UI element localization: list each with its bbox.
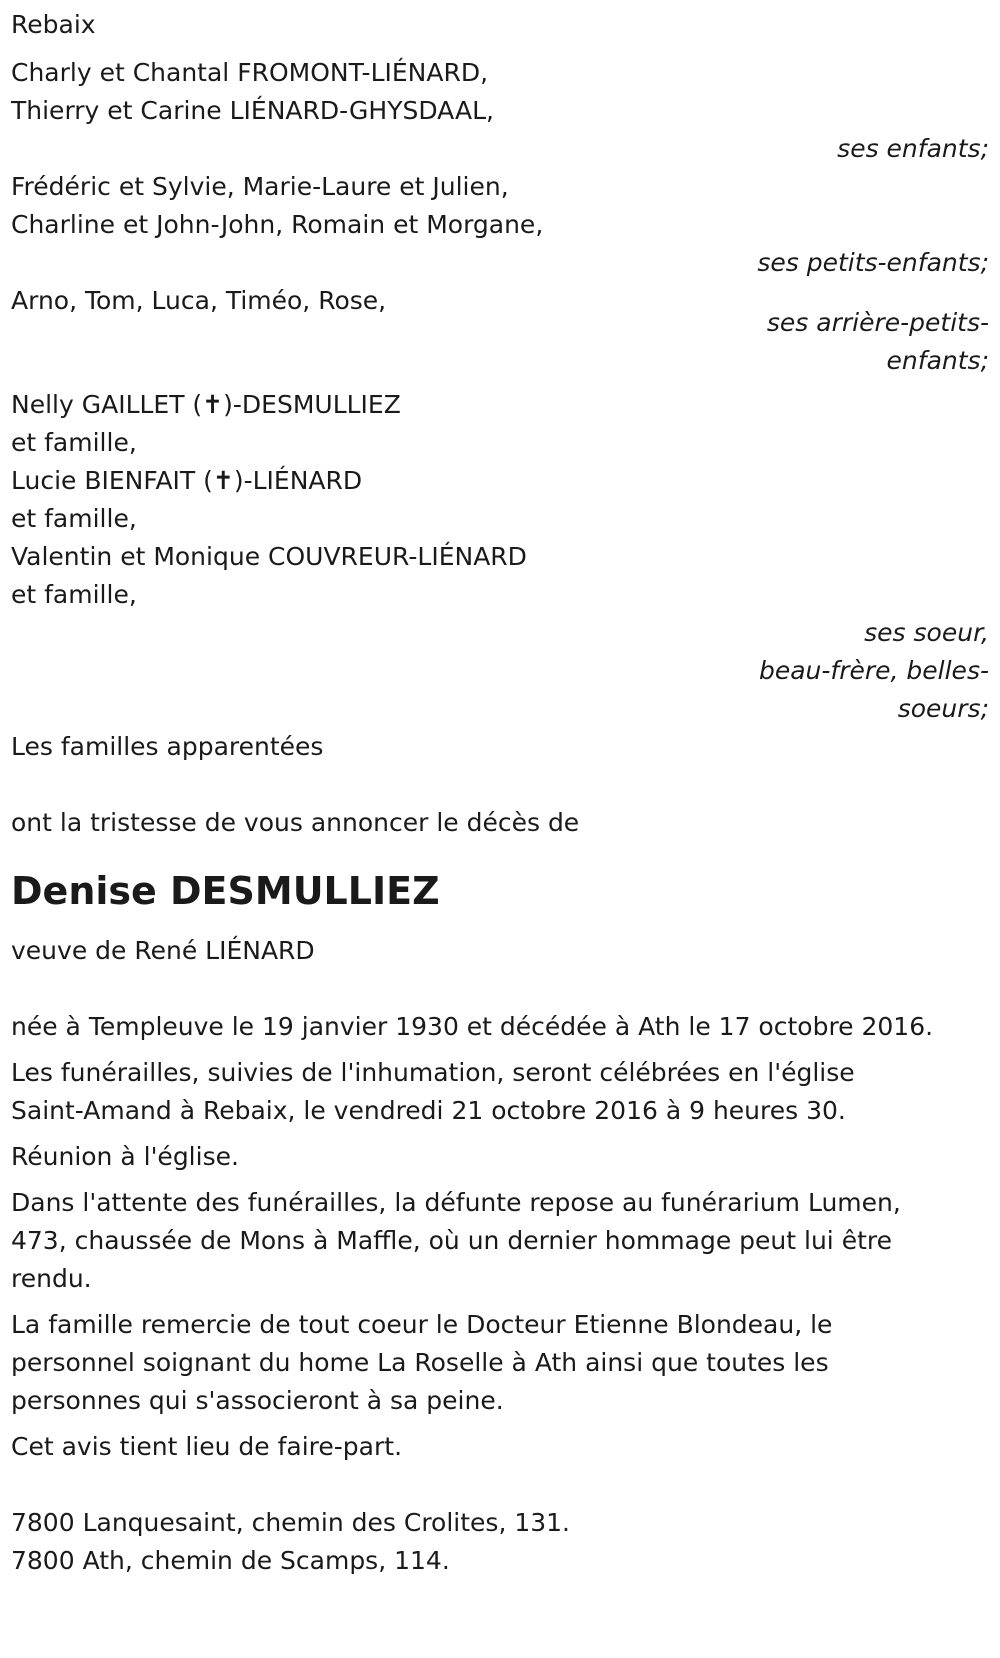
grandchildren-line: Frédéric et Sylvie, Marie-Laure et Julien, <box>11 172 509 201</box>
siblings-block <box>11 386 989 728</box>
address-line: 7800 Ath, chemin de Scamps, 114. <box>11 1546 450 1575</box>
thanks-line: La famille remercie de tout coeur le Docteur Etienne Blondeau, le <box>11 1310 833 1339</box>
funeral-line: Les funérailles, suivies de l'inhumation, seront célébrées en l'église <box>11 1058 855 1087</box>
notice: Cet avis tient lieu de faire-part. <box>11 1432 403 1461</box>
widow-of: veuve de René LIÉNARD <box>11 936 315 965</box>
address-line: 7800 Lanquesaint, chemin des Crolites, 131. <box>11 1508 571 1537</box>
grandchildren-block <box>11 168 989 282</box>
children-role: ses enfants; <box>837 134 989 163</box>
grandchildren-line: Charline et John-John, Romain et Morgane, <box>11 210 544 239</box>
thanks-paragraph <box>11 1306 989 1420</box>
announcement: ont la tristesse de vous annoncer le décès de <box>11 808 580 837</box>
town: Rebaix <box>11 10 96 39</box>
grandchildren-role: ses petits-enfants; <box>757 248 989 277</box>
siblings-role: soeurs; <box>897 694 989 723</box>
sibling-line: et famille, <box>11 428 137 457</box>
thanks-line: personnes qui s'associeront à sa peine. <box>11 1386 504 1415</box>
sibling-line: Valentin et Monique COUVREUR-LIÉNARD <box>11 542 527 571</box>
obituary-notice <box>11 0 989 1580</box>
repose-line: Dans l'attente des funérailles, la défunte repose au funérarium Lumen, <box>11 1188 901 1217</box>
great-grandchildren-role: ses arrière-petits- <box>766 308 989 337</box>
siblings-role: beau-frère, belles- <box>758 656 989 685</box>
repose-paragraph <box>11 1184 989 1298</box>
addresses <box>11 1504 989 1580</box>
deceased-name: Denise DESMULLIEZ <box>11 869 440 913</box>
sibling-line: Lucie BIENFAIT (✝)-LIÉNARD <box>11 466 363 495</box>
related-families: Les familles apparentées <box>11 732 324 761</box>
children-block <box>11 54 989 168</box>
funeral-line: Saint-Amand à Rebaix, le vendredi 21 octobre 2016 à 9 heures 30. <box>11 1096 846 1125</box>
siblings-role: ses soeur, <box>864 618 989 647</box>
great-grandchildren-block <box>11 282 989 380</box>
sibling-line: et famille, <box>11 504 137 533</box>
children-line: Charly et Chantal FROMONT-LIÉNARD, <box>11 58 489 87</box>
sibling-line: et famille, <box>11 580 137 609</box>
meeting: Réunion à l'église. <box>11 1142 239 1171</box>
birth-death: née à Templeuve le 19 janvier 1930 et décédée à Ath le 17 octobre 2016. <box>11 1012 934 1041</box>
sibling-line: Nelly GAILLET (✝)-DESMULLIEZ <box>11 390 401 419</box>
repose-line: 473, chaussée de Mons à Maffle, où un dernier hommage peut lui être <box>11 1226 892 1255</box>
great-grandchildren-role: enfants; <box>886 346 989 375</box>
thanks-line: personnel soignant du home La Roselle à Ath ainsi que toutes les <box>11 1348 829 1377</box>
repose-line: rendu. <box>11 1264 92 1293</box>
funeral-paragraph <box>11 1054 989 1130</box>
great-grandchildren-line: Arno, Tom, Luca, Timéo, Rose, <box>11 286 387 315</box>
children-line: Thierry et Carine LIÉNARD-GHYSDAAL, <box>11 96 494 125</box>
